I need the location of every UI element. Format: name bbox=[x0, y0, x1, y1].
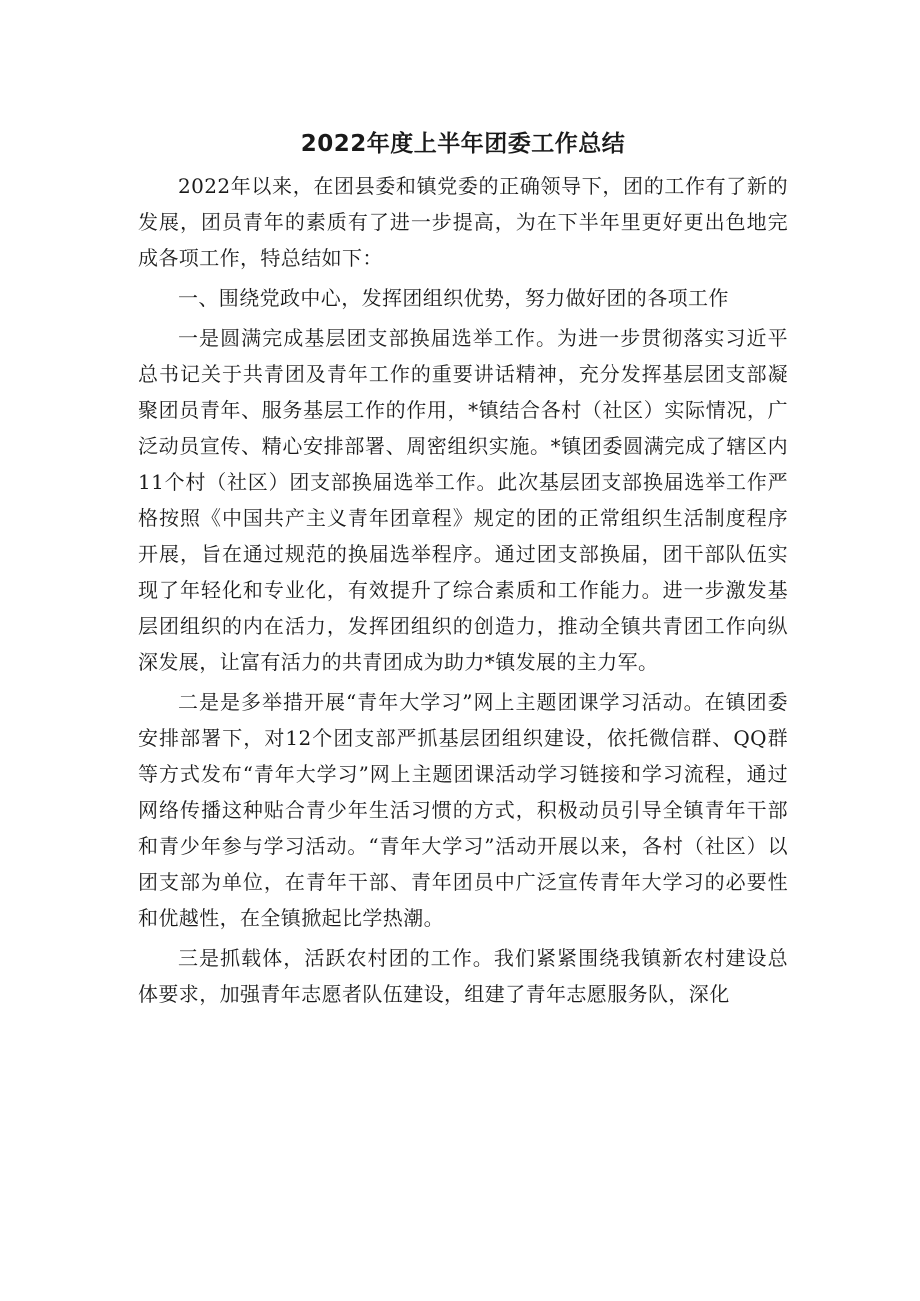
paragraph-item-2: 二是是多举措开展“青年大学习”网上主题团课学习活动。在镇团委安排部署下，对12个团支部严抓基层团组织建设，依托微信群、QQ群等方式发布“青年大学习”网上主题团课活动学习链接和学习流程，通过网络传播这种贴合青少年生活习惯的方式，积极动员引导全镇青年干部和青少年参与学习活动。“青年大学习”活动开展以来，各村（社区）以团支部为单位，在青年干部、青年团员中广泛宣传青年大学习的必要性和优越性，在全镇掀起比学热潮。 bbox=[138, 690, 788, 930]
document-page bbox=[138, 126, 788, 1012]
document-title: 2022年度上半年团委工作总结 bbox=[300, 131, 626, 157]
intro-paragraph: 2022年以来，在团县委和镇党委的正确领导下，团的工作有了新的发展，团员青年的素质有了进一步提高，为在下半年里更好更出色地完成各项工作，特总结如下： bbox=[138, 174, 788, 270]
paragraph-item-3: 三是抓载体，活跃农村团的工作。我们紧紧围绕我镇新农村建设总体要求，加强青年志愿者队伍建设，组建了青年志愿服务队，深化 bbox=[138, 946, 788, 1006]
paragraph-item-1: 一是圆满完成基层团支部换届选举工作。为进一步贯彻落实习近平总书记关于共青团及青年工作的重要讲话精神，充分发挥基层团支部凝聚团员青年、服务基层工作的作用，*镇结合各村（社区）实际情况，广泛动员宣传、精心安排部署、周密组织实施。*镇团委圆满完成了辖区内11个村（社区）团支部换届选举工作。此次基层团支部换届选举工作严格按照《中国共产主义青年团章程》规定的团的正常组织生活制度程序开展，旨在通过规范的换届选举程序。通过团支部换届，团干部队伍实现了年轻化和专业化，有效提升了综合素质和工作能力。进一步激发基层团组织的内在活力，发挥团组织的创造力，推动全镇共青团工作向纵深发展，让富有活力的共青团成为助力*镇发展的主力军。 bbox=[138, 326, 788, 674]
section-heading-1: 一、围绕党政中心，发挥团组织优势，努力做好团的各项工作 bbox=[178, 286, 729, 310]
